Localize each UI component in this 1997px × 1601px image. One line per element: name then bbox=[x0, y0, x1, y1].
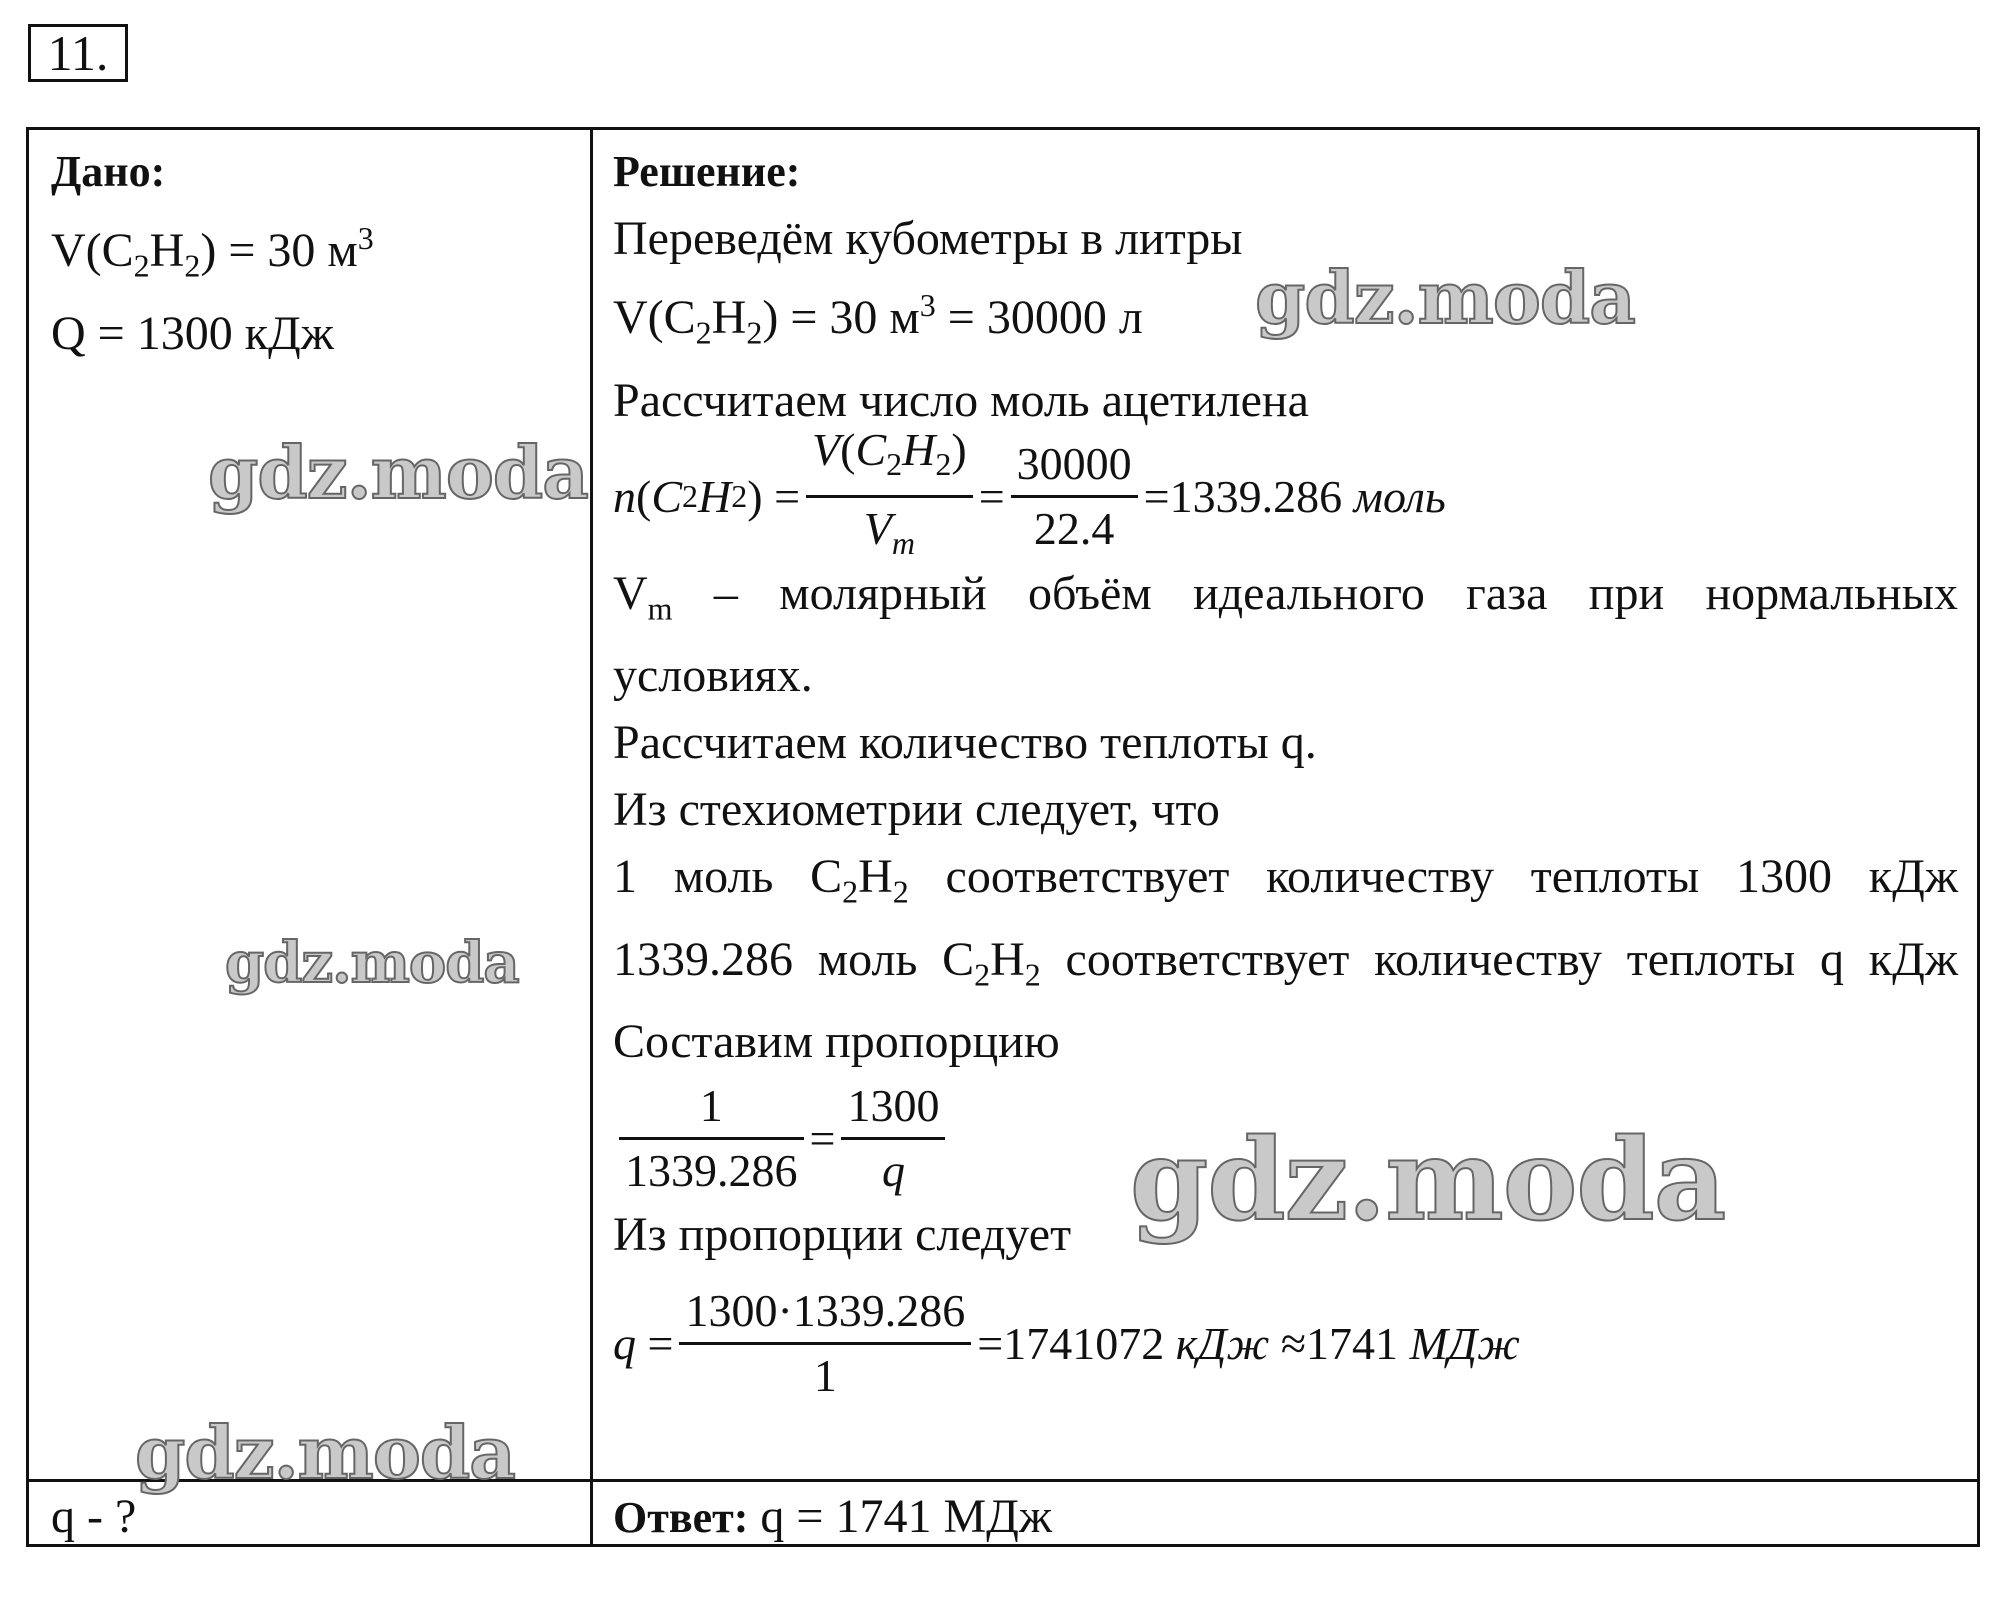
vm-definition: $V_m$ – молярный объём идеального газа при нормальных условиях. bbox=[613, 566, 1958, 703]
watermark: gdz.moda bbox=[208, 430, 588, 515]
watermark: gdz.moda bbox=[1255, 255, 1635, 340]
solution-line-6: Из стехиометрии следует, что bbox=[613, 783, 1220, 837]
solution-line-10: Из пропорции следует bbox=[613, 1208, 1072, 1262]
given-cell bbox=[51, 138, 571, 367]
solution-line-8: 1339.286 моль $C_2H_2$ соответствует количеству теплоты q кДж bbox=[613, 932, 1958, 993]
solution-line-5: Рассчитаем количество теплоты q. bbox=[613, 716, 1317, 770]
watermark: gdz.moda bbox=[1130, 1115, 1726, 1246]
find-quantity: q - ? bbox=[51, 1490, 137, 1543]
given-heat: Q = 1300 кДж bbox=[51, 306, 334, 360]
moles-equation: n ( C 2 H 2 ) = $\frac{V(C_2H_2)}{V_m}$ = $\frac{30000}{22.4}$ =1339.286 моль bbox=[613, 434, 1958, 560]
solution-line-3: Рассчитаем число моль ацетилена bbox=[613, 373, 1309, 427]
watermark: gdz.moda bbox=[135, 1410, 515, 1495]
column-divider bbox=[590, 130, 593, 1544]
proportion-left: $\frac{1}{1339.286}$ bbox=[619, 1075, 804, 1202]
proportion-equation: $\frac{1}{1339.286}$ = $\frac{1300}{q}$ bbox=[613, 1075, 1958, 1201]
given-volume: $V(C_2H_2) = 30$ $м^3$ bbox=[51, 220, 374, 284]
answer: Ответ: q = 1741 МДж bbox=[613, 1490, 1053, 1543]
solution-line-7: 1 моль $C_2H_2$ соответствует количеству теплоты 1300 кДж bbox=[613, 850, 1958, 910]
moles-fraction-1: $\frac{V(C_2H_2)}{V_m}$ bbox=[806, 419, 973, 574]
solution-line-2: $V(C_2H_2) = 30$ $м^3 = 30000$ л bbox=[613, 287, 1143, 351]
watermark: gdz.moda bbox=[225, 930, 519, 996]
solution-table bbox=[26, 127, 1980, 1547]
proportion-right: $\frac{1300}{q}$ bbox=[841, 1075, 945, 1202]
moles-fraction-2: $\frac{30000}{22.4}$ bbox=[1011, 433, 1138, 560]
heat-equation: q = $\frac{1300\cdot 1339.286}{1}$ =1741072 кДж ≈1741 МДж bbox=[613, 1268, 1958, 1418]
given-heading: Дано: bbox=[51, 147, 166, 196]
heat-fraction: $\frac{1300\cdot 1339.286}{1}$ bbox=[679, 1280, 971, 1407]
solution-line-9: Составим пропорцию bbox=[613, 1015, 1060, 1069]
solution-line-1: Переведём кубометры в литры bbox=[613, 212, 1243, 265]
solution-heading: Решение: bbox=[613, 147, 801, 196]
problem-number: 11. bbox=[28, 24, 128, 82]
